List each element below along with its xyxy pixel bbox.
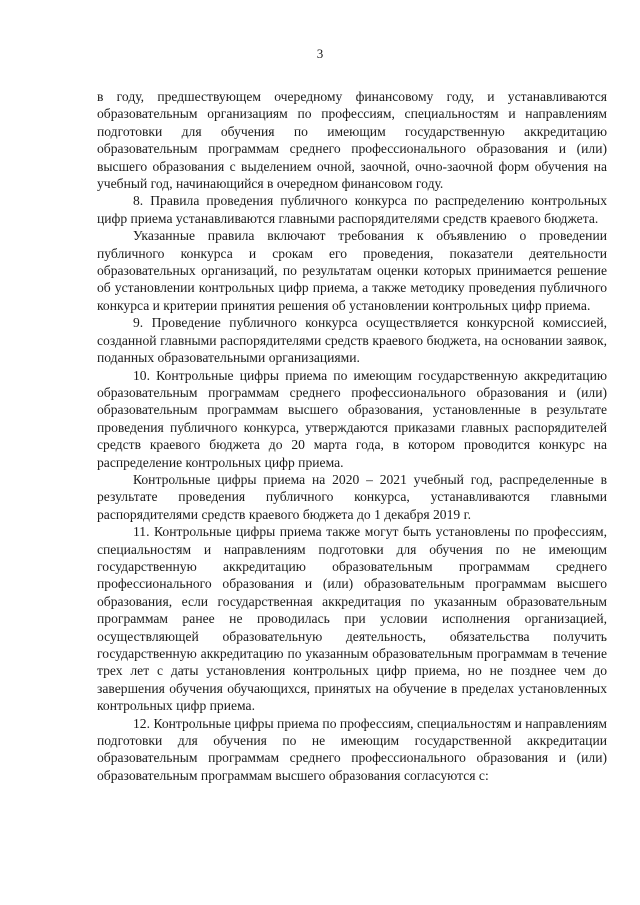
paragraph-12: 12. Контрольные цифры приема по профессиям, специальностям и направлениям подготовки для обучения по не имеющим государственной аккредитации образовательным программам среднего профессионального образования и (или) образовательным программам высшего образования согласуются с: (97, 715, 607, 783)
paragraph-10: 10. Контрольные цифры приема по имеющим государственную аккредитацию образовательным программам среднего профессионального образования и (или) образовательным программам высшего образования, установленные в результате проведения публичного конкурса, утверждаются приказами главных распорядителей средств краевого бюджета до 20 марта года, в котором проводится конкурс на распределение контрольных цифр приема. (97, 367, 607, 470)
paragraph-11: 11. Контрольные цифры приема также могут быть установлены по профессиям, специальностям и направлениям подготовки для обучения по не имеющим государственную аккредитацию образовательным программам среднего профессионального образования и (или) образовательным программам высшего образования, если государственная аккредитация по указанным образовательным программам ранее не проводилась при условии исполнения организацией, осуществляющей образовательную деятельность, обязательства получить государственную аккредитацию по указанным образовательным программам в течение трех лет с даты установления контрольных цифр приема, но не позднее чем до завершения обучения обучающихся, принятых на обучение в пределах установленных контрольных цифр приема. (97, 524, 607, 714)
paragraph-9: 9. Проведение публичного конкурса осуществляется конкурсной комиссией, созданной главными распорядителями средств краевого бюджета, на основании заявок, поданных образовательными организациями. (97, 315, 607, 366)
paragraph-10-2020: Контрольные цифры приема на 2020 – 2021 учебный год, распределенные в результате проведения публичного конкурса, устанавливаются главными распорядителями средств краевого бюджета до 1 декабря 2019 г. (97, 471, 607, 522)
paragraph-8-rules: Указанные правила включают требования к объявлению о проведении публичного конкурса и срокам его проведения, показатели деятельности образовательных организаций, по результатам оценки которых принимается решение об установлении контрольных цифр приема, а также методику проведения публичного конкурса и критерии принятия решения об установлении контрольных цифр приема. (97, 228, 607, 313)
document-body (97, 88, 607, 784)
page-number: 3 (316, 46, 324, 61)
paragraph-8: 8. Правила проведения публичного конкурса по распределению контрольных цифр приема устанавливаются главными распорядителями средств краевого бюджета. (97, 193, 607, 226)
paragraph-continuation: в году, предшествующем очередному финансовому году, и устанавливаются образовательным организациям по профессиям, специальностям и направлениям подготовки для обучения по имеющим государственную аккредитацию образовательным программам среднего профессионального образования и (или) высшего образования с выделением очной, заочной, очно-заочной форм обучения на учебный год, начинающийся в очередном финансовом году. (97, 89, 607, 192)
